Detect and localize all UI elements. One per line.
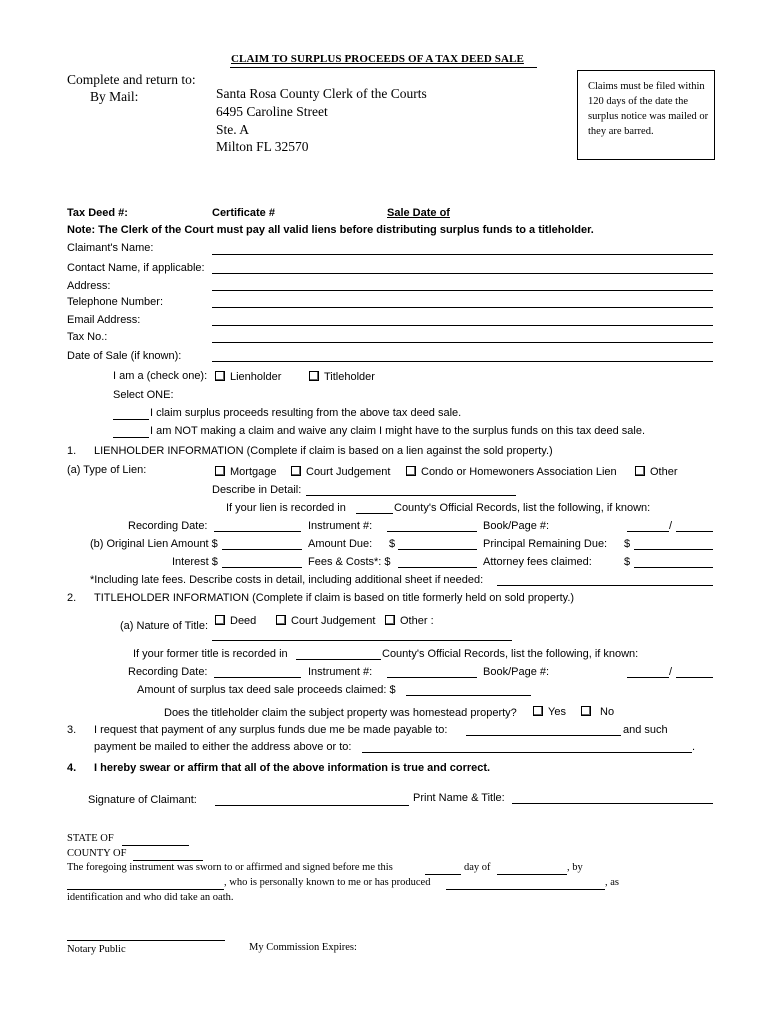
date-of-sale-field[interactable]: [212, 361, 713, 362]
type-of-lien-label: (a) Type of Lien:: [67, 464, 147, 476]
affirmation-text: I hereby swear or affirm that all of the above information is true and correct.: [94, 762, 491, 774]
mailed-to-period: .: [692, 741, 696, 753]
complete-return-label: Complete and return to:: [67, 72, 196, 87]
surplus-amount-label: Amount of surplus tax deed sale proceeds claimed: $: [137, 684, 396, 696]
address-line-3: Ste. A: [216, 122, 250, 137]
homestead-question: Does the titleholder claim the subject property was homestead property?: [164, 707, 517, 719]
interest-field[interactable]: [222, 567, 302, 568]
principal-field[interactable]: [634, 549, 713, 550]
lien-page-field[interactable]: [676, 531, 713, 532]
payable-to-text: I request that payment of any surplus funds due me be made payable to:: [94, 724, 448, 736]
sale-date-label: Sale Date of: [387, 207, 450, 219]
fees-costs-field[interactable]: [398, 567, 477, 568]
title-court-judgement-option[interactable]: [276, 615, 375, 627]
principal-dollar: $: [624, 538, 631, 550]
claim-no-blank[interactable]: [113, 437, 149, 438]
lien-official-records-text: County's Official Records, list the following, if known:: [394, 502, 651, 514]
mailed-to-field[interactable]: [362, 752, 692, 753]
lien-instrument-field[interactable]: [387, 531, 477, 532]
amount-due-field[interactable]: [398, 549, 477, 550]
section1-heading: LIENHOLDER INFORMATION (Complete if claim is based on a lien against the sold property.): [94, 445, 553, 457]
homestead-yes-checkbox[interactable]: [533, 706, 543, 716]
email-label: Email Address:: [67, 314, 141, 326]
section4-number: 4.: [67, 762, 77, 774]
title-other-checkbox[interactable]: [385, 615, 395, 625]
filing-notice-box: [577, 70, 715, 160]
attorney-fees-dollar: $: [624, 556, 631, 568]
telephone-label: Telephone Number:: [67, 296, 164, 308]
notary-day-of: day of: [464, 862, 491, 873]
amount-due-label: Amount Due:: [308, 538, 373, 550]
section2-heading: TITLEHOLDER INFORMATION (Complete if claim is based on title formerly held on sold property.): [94, 592, 575, 604]
court-judgement-checkbox[interactable]: [291, 466, 301, 476]
title-county-field[interactable]: [296, 659, 381, 660]
clerk-note: Note: The Clerk of the Court must pay all valid liens before distributing surplus funds to a titleholder.: [67, 224, 594, 236]
deed-option[interactable]: [215, 615, 256, 627]
lienholder-label: Lienholder: [230, 371, 282, 383]
surplus-amount-field[interactable]: [406, 695, 531, 696]
contact-name-label: Contact Name, if applicable:: [67, 262, 205, 274]
amount-due-dollar: $: [389, 538, 396, 550]
notary-name-field[interactable]: [67, 889, 224, 890]
original-lien-field[interactable]: [222, 549, 302, 550]
lienholder-checkbox[interactable]: [215, 371, 225, 381]
nature-of-title-label: (a) Nature of Title:: [120, 620, 209, 632]
state-of-field[interactable]: [122, 845, 189, 846]
section1-number: 1.: [67, 445, 77, 457]
lien-recording-date-label: Recording Date:: [128, 520, 208, 532]
date-of-sale-label: Date of Sale (if known):: [67, 350, 182, 362]
notary-line-2: , who is personally known to me or has produced: [224, 877, 431, 888]
lien-slash: /: [669, 520, 673, 532]
homestead-no-option[interactable]: [581, 706, 614, 718]
title-official-records-text: County's Official Records, list the following, if known:: [382, 648, 639, 660]
original-lien-label: (b) Original Lien Amount $: [90, 538, 218, 550]
address-line-1: Santa Rosa County Clerk of the Courts: [216, 86, 427, 101]
mortgage-checkbox[interactable]: [215, 466, 225, 476]
titleholder-option[interactable]: [309, 371, 375, 383]
telephone-field[interactable]: [212, 307, 713, 308]
form-title: CLAIM TO SURPLUS PROCEEDS OF A TAX DEED SALE: [231, 53, 524, 65]
deed-checkbox[interactable]: [215, 615, 225, 625]
certificate-label: Certificate #: [212, 207, 275, 219]
signature-field[interactable]: [215, 805, 409, 806]
notary-signature-field[interactable]: [67, 940, 225, 941]
i-am-label: I am a (check one):: [113, 370, 208, 382]
homestead-yes-option[interactable]: [533, 706, 566, 718]
court-judgement-label: Court Judgement: [306, 466, 391, 478]
claimants-name-label: Claimant's Name:: [67, 242, 154, 254]
homestead-no-checkbox[interactable]: [581, 706, 591, 716]
title-court-judgement-checkbox[interactable]: [276, 615, 286, 625]
titleholder-checkbox[interactable]: [309, 371, 319, 381]
lienholder-option[interactable]: [215, 371, 281, 383]
lien-instrument-label: Instrument #:: [308, 520, 373, 532]
mortgage-label: Mortgage: [230, 466, 277, 478]
claim-no-text: I am NOT making a claim and waive any claim I might have to the surplus funds on this tax deed sale.: [150, 425, 646, 437]
contact-name-field[interactable]: [212, 273, 713, 274]
print-name-field[interactable]: [512, 803, 713, 804]
title-instrument-field[interactable]: [387, 677, 477, 678]
title-recording-date-label: Recording Date:: [128, 666, 208, 678]
signature-label: Signature of Claimant:: [88, 794, 197, 806]
titleholder-label: Titleholder: [324, 371, 375, 383]
title-other-field[interactable]: [212, 640, 512, 641]
tax-deed-label: Tax Deed #:: [67, 207, 128, 219]
lien-recorded-in-label: If your lien is recorded in: [226, 502, 346, 514]
title-book-page-label: Book/Page #:: [483, 666, 550, 678]
homestead-no-label: No: [600, 706, 615, 718]
attorney-fees-field[interactable]: [634, 567, 713, 568]
condo-label: Condo or Homewoners Association Lien: [421, 466, 617, 478]
interest-label: Interest $: [172, 556, 218, 568]
lien-recording-date-field[interactable]: [214, 531, 301, 532]
lien-book-page-label: Book/Page #:: [483, 520, 550, 532]
notary-id-field[interactable]: [446, 889, 605, 890]
claim-yes-blank[interactable]: [113, 419, 149, 420]
condo-option[interactable]: [406, 466, 617, 478]
condo-checkbox[interactable]: [406, 466, 416, 476]
address-field[interactable]: [212, 290, 713, 291]
address-line-2: 6495 Caroline Street: [216, 104, 328, 119]
notary-month-field[interactable]: [497, 874, 567, 875]
print-name-label: Print Name & Title:: [413, 792, 505, 804]
title-underline: [230, 67, 537, 68]
section2-number: 2.: [67, 592, 77, 604]
deed-label: Deed: [230, 615, 257, 627]
homestead-yes-label: Yes: [548, 706, 566, 718]
mortgage-option[interactable]: [215, 466, 276, 478]
state-of-label: STATE OF: [67, 833, 114, 844]
title-recorded-in-label: If your former title is recorded in: [133, 648, 288, 660]
commission-expires-label: My Commission Expires:: [249, 942, 357, 953]
describe-label: Describe in Detail:: [212, 484, 302, 496]
by-mail-label: By Mail:: [90, 89, 139, 104]
claim-yes-text: I claim surplus proceeds resulting from the above tax deed sale.: [150, 407, 462, 419]
title-book-field[interactable]: [627, 677, 669, 678]
notary-line-3: identification and who did take an oath.: [67, 892, 234, 903]
title-slash: /: [669, 666, 673, 678]
costs-detail-field[interactable]: [497, 585, 713, 586]
other-lien-checkbox[interactable]: [635, 466, 645, 476]
title-instrument-label: Instrument #:: [308, 666, 373, 678]
fees-costs-label: Fees & Costs*: $: [308, 556, 391, 568]
principal-label: Principal Remaining Due:: [483, 538, 608, 550]
tax-no-field[interactable]: [212, 342, 713, 343]
notary-line-1: The foregoing instrument was sworn to or affirmed and signed before me this: [67, 862, 393, 873]
tax-no-label: Tax No.:: [67, 331, 108, 343]
title-other-option[interactable]: [385, 615, 434, 627]
title-court-judgement-label: Court Judgement: [291, 615, 376, 627]
address-label: Address:: [67, 280, 111, 292]
and-such-text: and such: [623, 724, 668, 736]
title-page-field[interactable]: [676, 677, 713, 678]
payable-to-field[interactable]: [466, 735, 621, 736]
county-of-field[interactable]: [133, 860, 203, 861]
attorney-fees-label: Attorney fees claimed:: [483, 556, 592, 568]
lien-county-field[interactable]: [356, 513, 393, 514]
court-judgement-option[interactable]: [291, 466, 390, 478]
mailed-to-text: payment be mailed to either the address above or to:: [94, 741, 352, 753]
notary-day-field[interactable]: [425, 874, 461, 875]
lien-book-field[interactable]: [627, 531, 669, 532]
section3-number: 3.: [67, 724, 77, 736]
claimants-name-field[interactable]: [212, 254, 713, 255]
title-other-label: Other :: [400, 615, 434, 627]
title-recording-date-field[interactable]: [214, 677, 301, 678]
select-one-label: Select ONE:: [113, 389, 174, 401]
address-line-4: Milton FL 32570: [216, 139, 309, 154]
other-lien-option[interactable]: [635, 466, 678, 478]
describe-field[interactable]: [306, 495, 516, 496]
notary-as: , as: [605, 877, 619, 888]
filing-notice-text: Claims must be filed within 120 days of the date the surplus notice was mailed or they are barred.: [588, 81, 709, 137]
notary-by: , by: [567, 862, 583, 873]
email-field[interactable]: [212, 325, 713, 326]
county-of-label: COUNTY OF: [67, 848, 127, 859]
including-fees-text: *Including late fees. Describe costs in detail, including additional sheet if needed:: [90, 574, 484, 586]
other-lien-label: Other: [650, 466, 678, 478]
notary-public-label: Notary Public: [67, 944, 126, 955]
